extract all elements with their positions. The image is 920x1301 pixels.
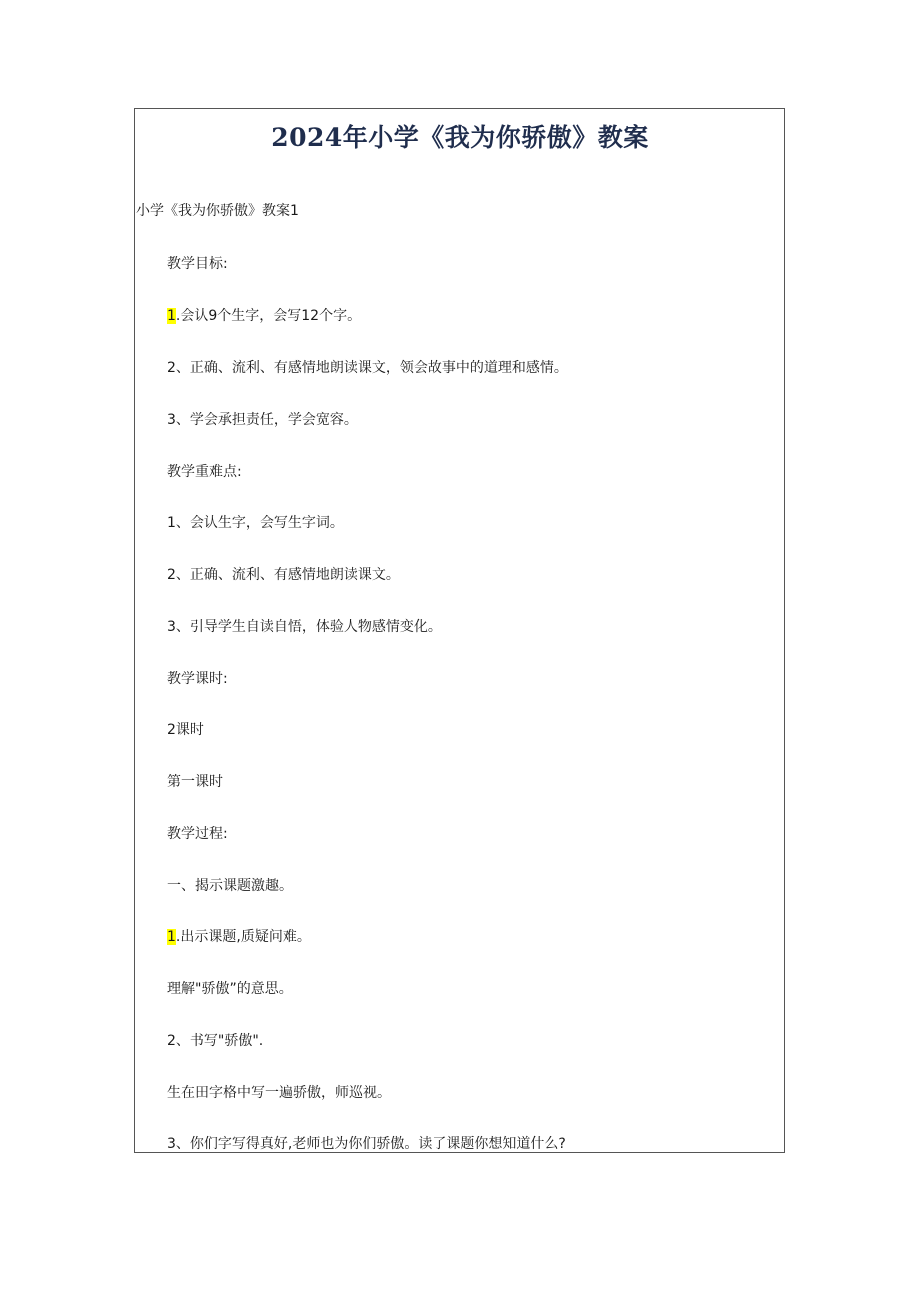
paragraph-line: 一、揭示课题激趣。 [167,878,293,894]
paragraph-line: 1.出示课题,质疑问难。 [167,929,311,945]
paragraph-line: 1、会认生字，会写生字词。 [167,515,344,531]
paragraph-line: 3、学会承担责任，学会宽容。 [167,412,358,428]
paragraph-line: 2、正确、流利、有感情地朗读课文，领会故事中的道理和感情。 [167,360,568,376]
paragraph-line: 2课时 [167,722,204,738]
paragraph-line: 教学重难点: [167,464,242,480]
paragraph-line: 教学过程: [167,826,228,842]
paragraph-line: 理解"骄傲”的意思。 [167,981,293,997]
paragraph-line: 2、书写"骄傲". [167,1033,264,1049]
paragraph-line: 生在田字格中写一遍骄傲，师巡视。 [167,1085,391,1101]
paragraph-line: 教学课时: [167,671,228,687]
section-heading: 小学《我为你骄傲》教案1 [136,203,299,219]
paragraph-line: 第一课时 [167,774,223,790]
highlighted-number: 1 [167,929,176,945]
paragraph-line: 1.会认9个生字，会写12个字。 [167,308,362,324]
paragraph-line: 教学目标: [167,256,228,272]
paragraph-line: 2、正确、流利、有感情地朗读课文。 [167,567,400,583]
paragraph-line: 3、你们字写得真好,老师也为你们骄傲。读了课题你想知道什么? [167,1136,566,1152]
document-title: 2024年小学《我为你骄傲》教案 [271,123,649,152]
paragraph-line: 3、引导学生自读自悟，体验人物感情变化。 [167,619,442,635]
highlighted-number: 1 [167,308,176,324]
